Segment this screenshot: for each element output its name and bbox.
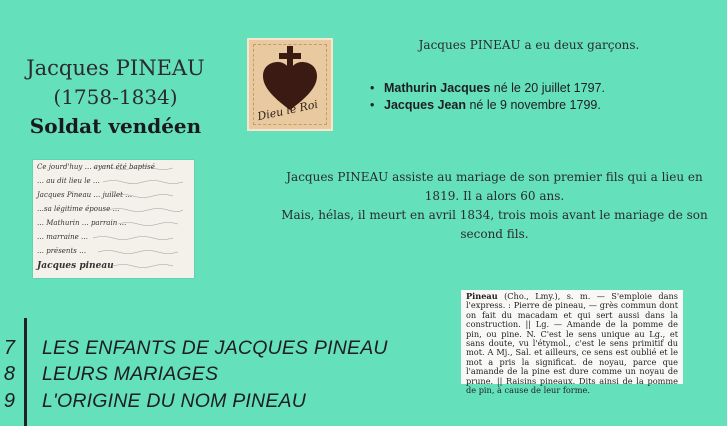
document-line: …sa légitime épouse … [37, 205, 120, 213]
handwriting-strokes [33, 160, 194, 278]
document-line: … présents … [37, 247, 87, 255]
sacred-heart-image [247, 38, 333, 131]
menu-number: 7 [3, 337, 15, 359]
list-item [368, 97, 605, 114]
list-item [368, 80, 605, 97]
dictionary-excerpt [461, 290, 683, 396]
menu-number: 9 [3, 390, 15, 412]
dictionary-headword: Pineau [466, 291, 498, 301]
menu-item-enfants[interactable]: LES ENFANTS DE JACQUES PINEAU [42, 337, 388, 359]
son-name: Jacques Jean [384, 98, 466, 112]
person-years: (1758-1834) [53, 85, 178, 109]
dictionary-definition: (Cho., Lmy.), s. m. — S'emploie dans l'express. : Pierre de pineau, — grès commun dont on fait du macadam et qui sert aussi dans la construction. || Lg. — Amande de la pomme de pin, ou pine. N. C'est le sens unique au Lg., et sans doute, vu l'étymol., c'est le sens primitif du mot. A Mj., Sal. et ailleurs, ce sens est oublié et le mot a pris la significat. de noyau, parce que l'amande de la pine est dure comme un noyau de prune. || Raisins pineaux. Dits ainsi de la pomme de pin, à cause de leur forme. [466, 291, 678, 396]
person-role: Soldat vendéen [29, 114, 202, 138]
baptism-record-image [33, 160, 194, 278]
heart-caption: Dieu le Roi [256, 97, 320, 124]
marriage-paragraph [262, 168, 727, 244]
document-line: … Mathurin … parrain … [37, 219, 127, 227]
marriage-line: Mais, hélas, il meurt en avril 1834, trois mois avant le mariage de son [281, 208, 708, 222]
marriage-line: 1819. Il a alors 60 ans. [424, 189, 565, 203]
marriage-line: second fils. [460, 227, 529, 241]
son-detail: né le 9 novembre 1799. [466, 98, 601, 112]
document-line: Jacques Pineau … juillet … [37, 191, 133, 199]
sons-list [368, 80, 605, 114]
son-name: Mathurin Jacques [384, 81, 491, 95]
son-detail: né le 20 juillet 1797. [490, 81, 605, 95]
document-signature: Jacques pineau [37, 261, 114, 271]
title-block [18, 54, 213, 141]
menu-number: 8 [3, 363, 15, 385]
document-line: … au dit lieu le … [37, 177, 100, 185]
menu-item-mariages[interactable]: LEURS MARIAGES [42, 363, 219, 385]
sons-intro: Jacques PINEAU a eu deux garçons. [418, 38, 640, 52]
person-name: Jacques PINEAU [26, 56, 205, 80]
marriage-line: Jacques PINEAU assiste au mariage de son premier fils qui a lieu en [286, 170, 703, 184]
document-line: Ce jourd'huy … ayant été baptisé [37, 163, 155, 171]
menu-item-origine[interactable]: L'ORIGINE DU NOM PINEAU [42, 390, 307, 412]
menu-divider [24, 318, 27, 426]
document-line: … marraine … [37, 233, 89, 241]
